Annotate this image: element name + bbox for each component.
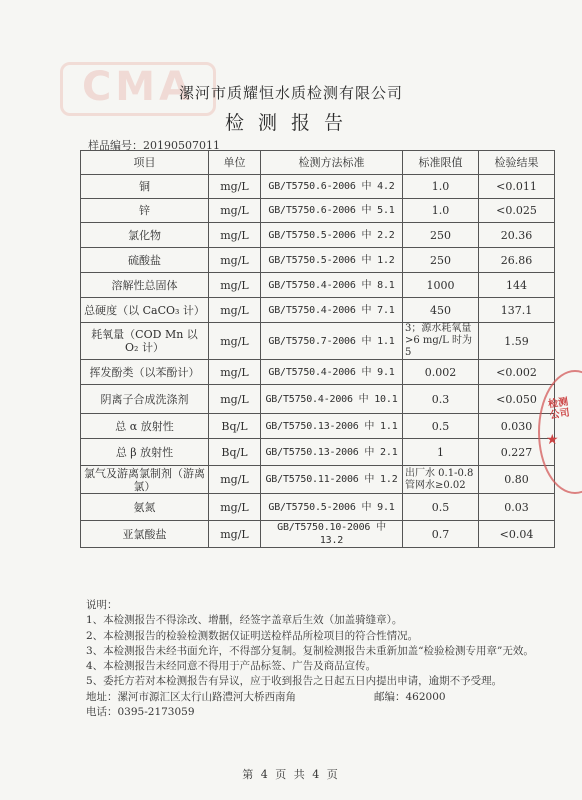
row-unit: mg/L [209,521,261,548]
table-row [81,521,555,548]
row-unit: mg/L [209,248,261,273]
table-row [81,273,555,298]
row-limit: 0.002 [403,360,479,385]
row-limit: 450 [403,298,479,323]
row-unit: mg/L [209,273,261,298]
table-row [81,360,555,385]
row-method: GB/T5750.7-2006 中 1.1 [261,323,403,360]
row-result: 0.227 [479,439,555,466]
note-item: 1、本检测报告不得涂改、增删，经签字盖章后生效（加盖骑缝章）。 [86,614,403,627]
row-result: 1.59 [479,323,555,360]
row-item: 铜 [81,175,209,199]
header-limit: 标准限值 [403,151,479,175]
address: 地址：漯河市源汇区太行山路澧河大桥西南角 [86,690,296,703]
row-method: GB/T5750.4-2006 中 7.1 [261,298,403,323]
header-item: 项目 [81,151,209,175]
row-method: GB/T5750.5-2006 中 9.1 [261,494,403,521]
table-row [81,298,555,323]
row-item: 阴离子合成洗涤剂 [81,385,209,414]
header-method: 检测方法标准 [261,151,403,175]
row-limit: 0.7 [403,521,479,548]
row-limit: 1.0 [403,175,479,199]
seal-text: 检测公司 [547,396,571,422]
header-result: 检验结果 [479,151,555,175]
row-limit: 250 [403,223,479,248]
row-unit: mg/L [209,385,261,414]
row-method: GB/T5750.6-2006 中 4.2 [261,175,403,199]
row-method: GB/T5750.13-2006 中 2.1 [261,439,403,466]
row-unit: mg/L [209,466,261,494]
phone: 电话：0395-2173059 [86,706,195,719]
row-item: 氨氮 [81,494,209,521]
row-result: 0.030 [479,414,555,439]
test-results-table [80,150,555,548]
note-item: 2、本检测报告的检验检测数据仅证明送检样品所检项目的符合性情况。 [86,629,419,642]
address-line [86,690,556,705]
row-unit: mg/L [209,494,261,521]
notes-section [86,598,556,720]
notes-heading: 说明： [86,599,118,611]
row-limit: 3；源水耗氧量 >6 mg/L 时为 5 [403,323,479,360]
row-method: GB/T5750.13-2006 中 1.1 [261,414,403,439]
table-row [81,223,555,248]
table-header-row [81,151,555,175]
row-method: GB/T5750.11-2006 中 1.2 [261,466,403,494]
row-limit: 0.5 [403,494,479,521]
row-method: GB/T5750.4-2006 中 8.1 [261,273,403,298]
row-limit: 出厂水 0.1-0.8 管网水≥0.02 [403,466,479,494]
row-limit: 0.3 [403,385,479,414]
row-limit: 1 [403,439,479,466]
row-result: 137.1 [479,298,555,323]
row-limit: 1.0 [403,199,479,223]
row-item: 锌 [81,199,209,223]
report-title: 检测报告 [224,112,357,134]
table-row [81,466,555,494]
row-unit: mg/L [209,298,261,323]
zip-code: 邮编：462000 [374,690,446,703]
row-item: 总 β 放射性 [81,439,209,466]
table-row [81,414,555,439]
row-unit: Bq/L [209,439,261,466]
row-item: 耗氧量（COD Mn 以 O₂ 计） [81,323,209,360]
table-row [81,175,555,199]
row-unit: mg/L [209,223,261,248]
row-result: 0.03 [479,494,555,521]
row-limit: 1000 [403,273,479,298]
seal-star-icon: ★ [546,432,559,448]
row-result: 26.86 [479,248,555,273]
row-method: GB/T5750.4-2006 中 10.1 [261,385,403,414]
row-item: 挥发酚类（以苯酚计） [81,360,209,385]
note-item: 4、本检测报告未经同意不得用于产品标签、广告及商品宣传。 [86,660,377,673]
row-result: 20.36 [479,223,555,248]
row-result: <0.025 [479,199,555,223]
row-unit: mg/L [209,360,261,385]
row-item: 总硬度（以 CaCO₃ 计） [81,298,209,323]
table-row [81,199,555,223]
row-result: <0.04 [479,521,555,548]
row-method: GB/T5750.10-2006 中 13.2 [261,521,403,548]
row-result: <0.002 [479,360,555,385]
row-unit: Bq/L [209,414,261,439]
row-result: <0.050 [479,385,555,414]
note-item: 5、委托方若对本检测报告有异议，应于收到报告之日起五日内提出申请，逾期不予受理。 [86,675,503,688]
row-method: GB/T5750.4-2006 中 9.1 [261,360,403,385]
row-unit: mg/L [209,175,261,199]
cma-watermark: CMA [60,62,216,116]
row-item: 溶解性总固体 [81,273,209,298]
row-limit: 250 [403,248,479,273]
row-item: 硫酸盐 [81,248,209,273]
row-result: 0.80 [479,466,555,494]
row-result: 144 [479,273,555,298]
row-result: <0.011 [479,175,555,199]
note-item: 3、本检测报告未经书面允许，不得部分复制。复制检测报告未重新加盖“检验检测专用章”无效。 [86,644,534,657]
page-number: 第 4 页 共 4 页 [242,768,340,781]
table-row [81,385,555,414]
company-name: 漯河市质耀恒水质检测有限公司 [178,84,403,102]
row-method: GB/T5750.5-2006 中 1.2 [261,248,403,273]
row-item: 氯化物 [81,223,209,248]
row-method: GB/T5750.6-2006 中 5.1 [261,199,403,223]
row-method: GB/T5750.5-2006 中 2.2 [261,223,403,248]
sample-number: 样品编号：20190507011 [88,139,220,152]
table-row [81,439,555,466]
row-item: 氯气及游离氯制剂（游离氯） [81,466,209,494]
table-row [81,323,555,360]
row-item: 总 α 放射性 [81,414,209,439]
header-unit: 单位 [209,151,261,175]
row-unit: mg/L [209,323,261,360]
row-limit: 0.5 [403,414,479,439]
table-row [81,494,555,521]
row-unit: mg/L [209,199,261,223]
table-body [81,175,555,548]
row-item: 亚氯酸盐 [81,521,209,548]
table-row [81,248,555,273]
